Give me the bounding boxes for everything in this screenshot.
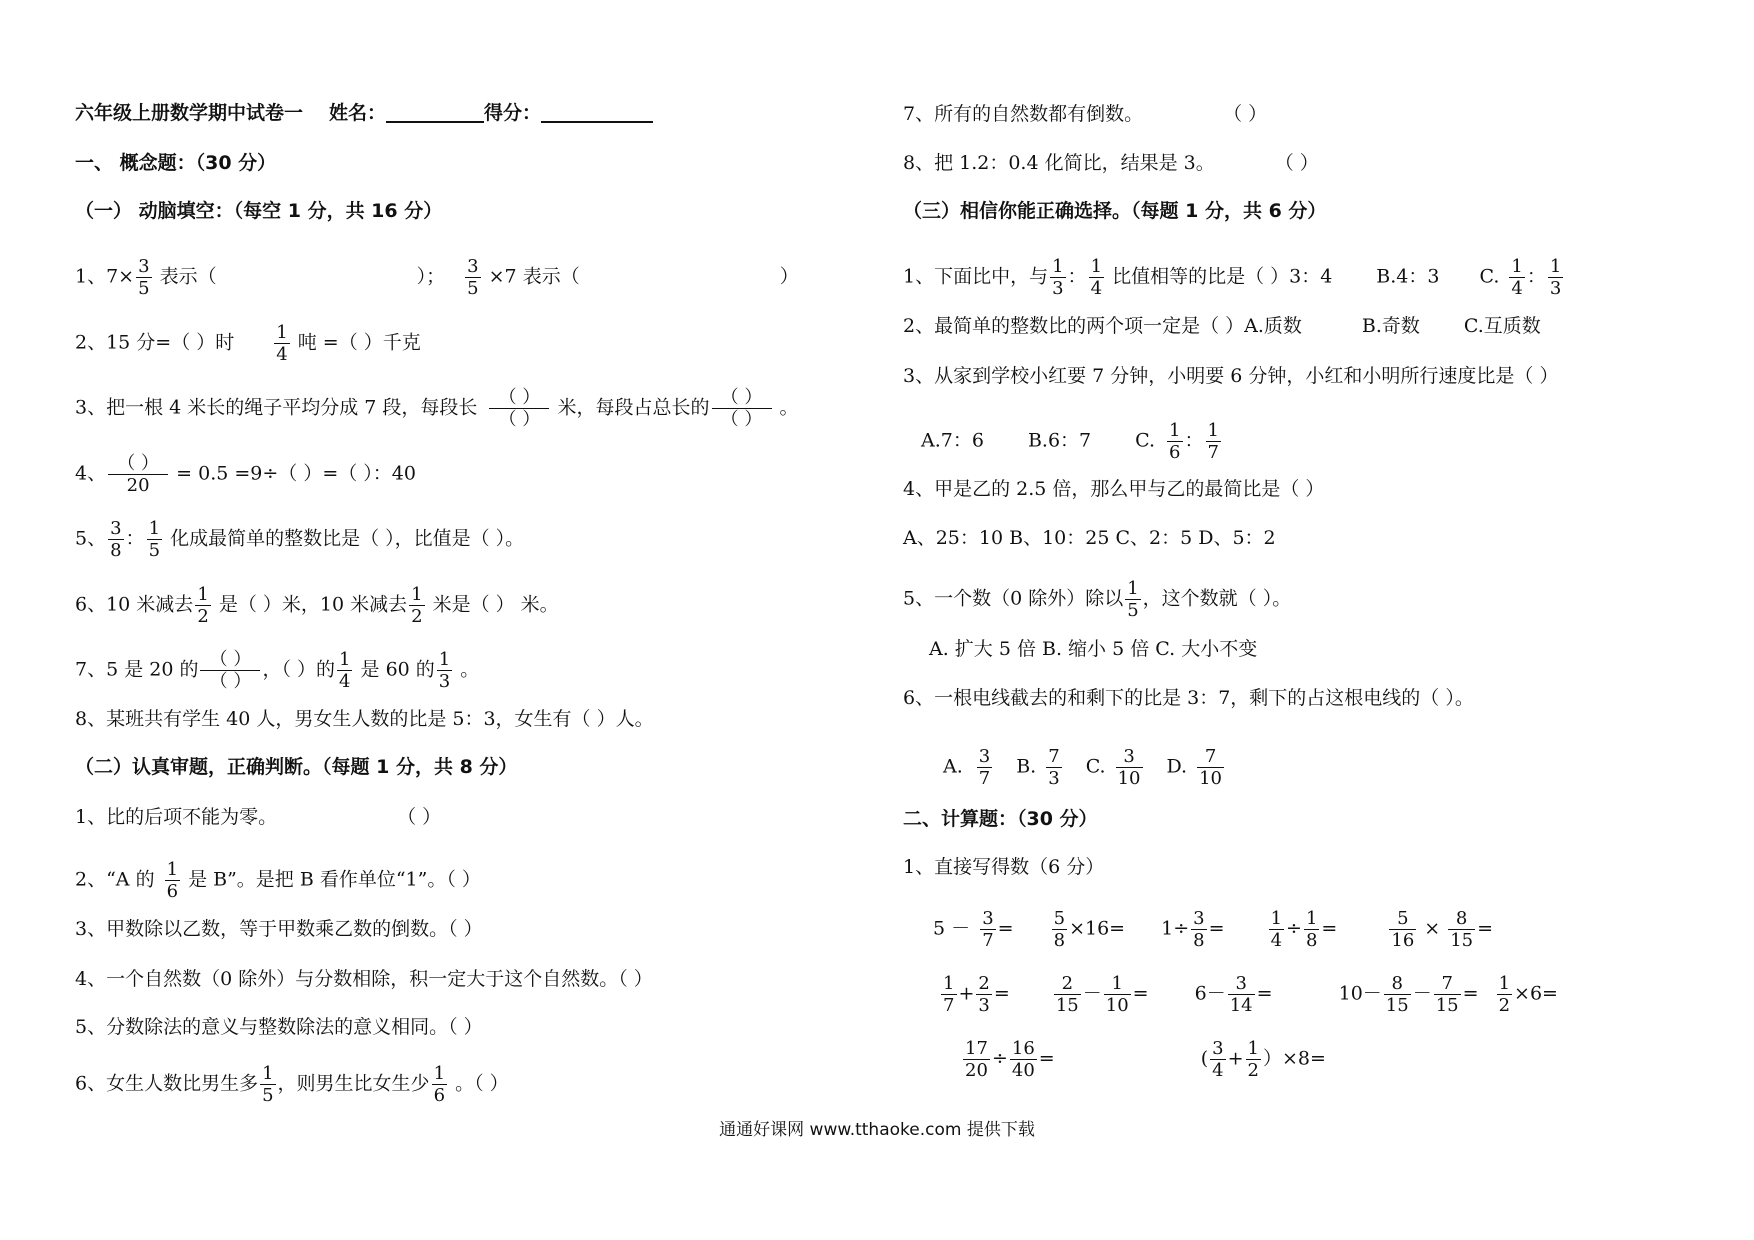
fraction: $\frac{3}{8}$ (1193, 908, 1205, 951)
fraction: $\frac{7}{15}$ (1435, 973, 1459, 1016)
fraction: $\frac{5}{8}$ (1053, 908, 1066, 951)
judge-q1: 1、比的后项不能为零。 （ ） (75, 806, 442, 828)
footer-credit: 通通好课网 www.tthaoke.com 提供下载 (719, 1120, 1035, 1140)
fraction: $\frac{1}{2}$ (197, 584, 209, 627)
fraction: $\frac{3}{7}$ (982, 908, 994, 951)
exam-title: 六年级上册数学期中试卷一 (75, 102, 304, 124)
name-label: 姓名： (329, 102, 387, 124)
calc-row-3: $\frac{17}{20}$ ÷ $\frac{16}{40}$ = ( $\frac{3}{4}$ + $\frac{1}{2}$ ）×8= (965, 1038, 1326, 1081)
fraction: $\frac{1}{7}$ (1207, 420, 1219, 463)
fraction: $\frac{1}{5}$ (148, 518, 161, 561)
fraction: $\frac{1}{2}$ (1247, 1038, 1259, 1081)
fraction: $\frac{17}{20}$ (965, 1038, 988, 1081)
fraction: $\frac{7}{3}$ (1048, 746, 1060, 789)
fraction: $\frac{3}{7}$ (978, 746, 991, 789)
section-2-title: 二、计算题：（30 分） (903, 808, 1098, 830)
choice-q4-options: A、25：10 B、10：25 C、2：5 D、5：2 (903, 527, 1276, 549)
choice-q4: 4、甲是乙的 2.5 倍，那么甲与乙的最简比是（ ） (903, 478, 1325, 500)
fraction: $\frac{3}{5}$ (467, 256, 479, 299)
fraction: $\frac{16}{40}$ (1011, 1038, 1035, 1081)
choice-q3-options: A.7：6 B.6：7 C. $\frac{1}{6}$ ： $\frac{1}{7}$ (921, 420, 1219, 463)
exam-header (75, 100, 653, 126)
calc-row-1: 5 － $\frac{3}{7}$ = $\frac{5}{8}$ ×16= 1÷ $\frac{3}{8}$ = $\frac{1}{4}$ ÷ $\frac{1}{8}$ = $\frac{5}{16}$ × $\frac{8}{15}$ = (933, 908, 1494, 951)
fraction: $\frac{1}{7}$ (943, 973, 955, 1016)
fraction: $\frac{2}{15}$ (1055, 973, 1079, 1016)
judge-q4: 4、一个自然数（0 除外）与分数相除，积一定大于这个自然数。（ ） (75, 968, 653, 990)
fraction: $\frac{1}{3}$ (1549, 256, 1562, 299)
fraction: $\frac{1}{2}$ (411, 584, 423, 627)
fraction: $\frac{2}{3}$ (978, 973, 990, 1016)
fraction: $\frac{3}{8}$ (110, 518, 122, 561)
fraction: $\frac{1}{6}$ (166, 859, 179, 902)
judge-q6: 6、女生人数比男生多 $\frac{1}{5}$ ，则男生比女生少 $\frac{1}{6}$ 。（ ） (75, 1063, 509, 1106)
fraction: $\frac{1}{2}$ (1498, 973, 1511, 1016)
fraction: $\frac{1}{8}$ (1305, 908, 1318, 951)
fraction: $\frac{1}{3}$ (438, 649, 451, 692)
fraction: $\frac{3}{5}$ (138, 256, 150, 299)
fraction: $\frac{1}{10}$ (1105, 973, 1129, 1016)
judge-q5: 5、分数除法的意义与整数除法的意义相同。（ ） (75, 1016, 483, 1038)
score-label: 得分： (484, 102, 542, 124)
fraction: $\frac{1}{4}$ (276, 322, 288, 365)
fraction: $\frac{1}{6}$ (1169, 420, 1181, 463)
fraction: $\frac{1}{4}$ (1511, 256, 1523, 299)
fill-q2: 2、15 分=（ ）时 $\frac{1}{4}$ 吨 =（ ）千克 (75, 322, 421, 365)
calc-row-2: $\frac{1}{7}$ + $\frac{2}{3}$ = $\frac{2}{15}$ － $\frac{1}{10}$ = 6－ $\frac{3}{14}$ = 10－ $\frac{8}{15}$ － $\frac{7}{15}$ = $\frac{1}{2}$ ×6= (943, 973, 1558, 1016)
fraction: $\frac{3}{4}$ (1212, 1038, 1224, 1081)
fraction: $\frac{1}{6}$ (433, 1063, 446, 1106)
fill-q5: 5、 $\frac{3}{8}$ ： $\frac{1}{5}$ 化成最简单的整数比是（ ），比值是（ ）。 (75, 518, 525, 561)
choice-q2: 2、最简单的整数比的两个项一定是（ ）A.质数 B.奇数 C.互质数 (903, 315, 1541, 337)
part-3-title: （三）相信你能正确选择。（每题 1 分，共 6 分） (903, 200, 1327, 222)
part-2-title: （二）认真审题，正确判断。（每题 1 分，共 8 分） (75, 756, 518, 778)
fraction-blank: $\frac{( )}{( )}$ (200, 649, 260, 692)
fraction: $\frac{1}{5}$ (262, 1063, 274, 1106)
fraction: $\frac{1}{5}$ (1127, 578, 1139, 621)
fraction: $\frac{7}{10}$ (1199, 746, 1223, 789)
judge-q2: 2、“A 的 $\frac{1}{6}$ 是 B”。是把 B 看作单位“1”。（ ） (75, 859, 481, 902)
fill-q1: 1、7× $\frac{3}{5}$ 表示（ ）； $\frac{3}{5}$ ×7 表示（ ） (75, 256, 799, 299)
name-blank[interactable] (386, 101, 484, 123)
fraction: $\frac{8}{15}$ (1385, 973, 1409, 1016)
fraction: $\frac{1}{4}$ (1270, 908, 1283, 951)
fraction: $\frac{1}{4}$ (339, 649, 351, 692)
fill-q6: 6、10 米减去 $\frac{1}{2}$ 是（ ）米，10 米减去 $\frac{1}{2}$ 米是（ ） 米。 (75, 584, 559, 627)
fraction-blank: $\frac{( )}{( )}$ (489, 387, 549, 430)
fill-q3: 3、把一根 4 米长的绳子平均分成 7 段，每段长 $\frac{( )}{( )}$ 米，每段占总长的 $\frac{( )}{( )}$ 。 (75, 387, 799, 430)
judge-q8: 8、把 1.2：0.4 化简比，结果是 3。 （ ） (903, 152, 1319, 174)
fraction-blank: $\frac{( )}{( )}$ (712, 387, 772, 430)
judge-q3: 3、甲数除以乙数，等于甲数乘乙数的倒数。（ ） (75, 918, 483, 940)
fraction: $\frac{3}{14}$ (1229, 973, 1253, 1016)
fraction: $\frac{8}{15}$ (1450, 908, 1474, 951)
fraction-blank: $\frac{( )}{20}$ (108, 453, 168, 496)
part-1-title: （一） 动脑填空：（每空 1 分，共 16 分） (75, 200, 443, 222)
choice-q1: 1、下面比中，与 $\frac{1}{3}$ ： $\frac{1}{4}$ 比值相等的比是（ ）3：4 B.4：3 C. $\frac{1}{4}$ ： $\frac{1}{3}$ (903, 256, 1562, 299)
fraction: $\frac{1}{4}$ (1090, 256, 1103, 299)
choice-q3: 3、从家到学校小红要 7 分钟，小明要 6 分钟，小红和小明所行速度比是（ ） (903, 365, 1559, 387)
fill-q8: 8、某班共有学生 40 人，男女生人数的比是 5：3，女生有（ ）人。 (75, 708, 654, 730)
judge-q7: 7、所有的自然数都有倒数。 （ ） (903, 103, 1268, 125)
section-1-title: 一、 概念题：（30 分） (75, 152, 277, 174)
choice-q5-options: A. 扩大 5 倍 B. 缩小 5 倍 C. 大小不变 (929, 638, 1258, 660)
fill-q4: 4、 $\frac{( )}{20}$ = 0.5 =9÷（ ）=（ ）：40 (75, 453, 416, 496)
calc-sub1-title: 1、直接写得数（6 分） (903, 856, 1105, 878)
fraction: $\frac{1}{3}$ (1052, 256, 1064, 299)
choice-q6: 6、一根电线截去的和剩下的比是 3：7，剩下的占这根电线的（ ）。 (903, 687, 1474, 709)
fraction: $\frac{5}{16}$ (1391, 908, 1415, 951)
score-blank[interactable] (541, 101, 653, 123)
choice-q6-options: A. $\frac{3}{7}$ B. $\frac{7}{3}$ C. $\frac{3}{10}$ D. $\frac{7}{10}$ (943, 746, 1223, 789)
fraction: $\frac{3}{10}$ (1117, 746, 1141, 789)
fill-q7: 7、5 是 20 的 $\frac{( )}{( )}$ ，（ ）的 $\frac{1}{4}$ 是 60 的 $\frac{1}{3}$ 。 (75, 649, 480, 692)
choice-q5: 5、一个数（0 除外）除以 $\frac{1}{5}$ ，这个数就（ ）。 (903, 578, 1292, 621)
